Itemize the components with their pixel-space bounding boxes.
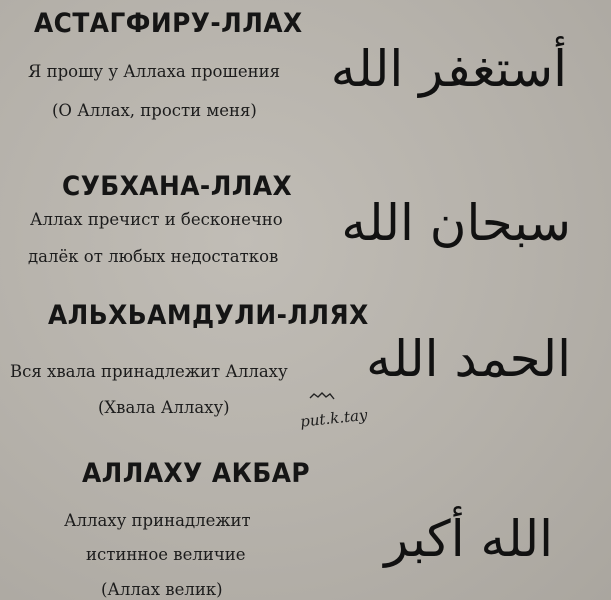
section-3-meaning: Вся хвала принадлежит Аллаху xyxy=(10,362,288,381)
section-4-note: (Аллах велик) xyxy=(101,580,223,599)
section-2-arabic: سبحان الله xyxy=(341,194,571,252)
section-1-note: (О Аллах, прости меня) xyxy=(52,101,257,120)
section-4-title: АЛЛАХУ АКБАР xyxy=(82,458,311,489)
section-1-arabic: أستغفر الله xyxy=(330,40,567,98)
section-3-note: (Хвала Аллаху) xyxy=(98,398,230,417)
signature-watermark xyxy=(296,392,398,432)
section-4-arabic: الله أكبر xyxy=(384,510,553,568)
section-2-meaning-cont: далёк от любых недостатков xyxy=(28,247,279,266)
section-4-meaning: Аллаху принадлежит xyxy=(64,511,251,530)
section-2-meaning: Аллах пречист и бесконечно xyxy=(30,210,283,229)
svg-text:put.k.tay: put.k.tay xyxy=(299,405,369,431)
section-3-title: АЛЬХЬАМДУЛИ-ЛЛЯХ xyxy=(48,300,369,331)
section-4-meaning-cont: истинное величие xyxy=(86,545,246,564)
section-1-title: АСТАГФИРУ-ЛЛАХ xyxy=(34,8,303,39)
section-2-title: СУБХАНА-ЛЛАХ xyxy=(62,171,293,202)
section-3-arabic: الحمد الله xyxy=(366,330,571,388)
section-1-meaning: Я прошу у Аллаха прошения xyxy=(28,62,280,81)
